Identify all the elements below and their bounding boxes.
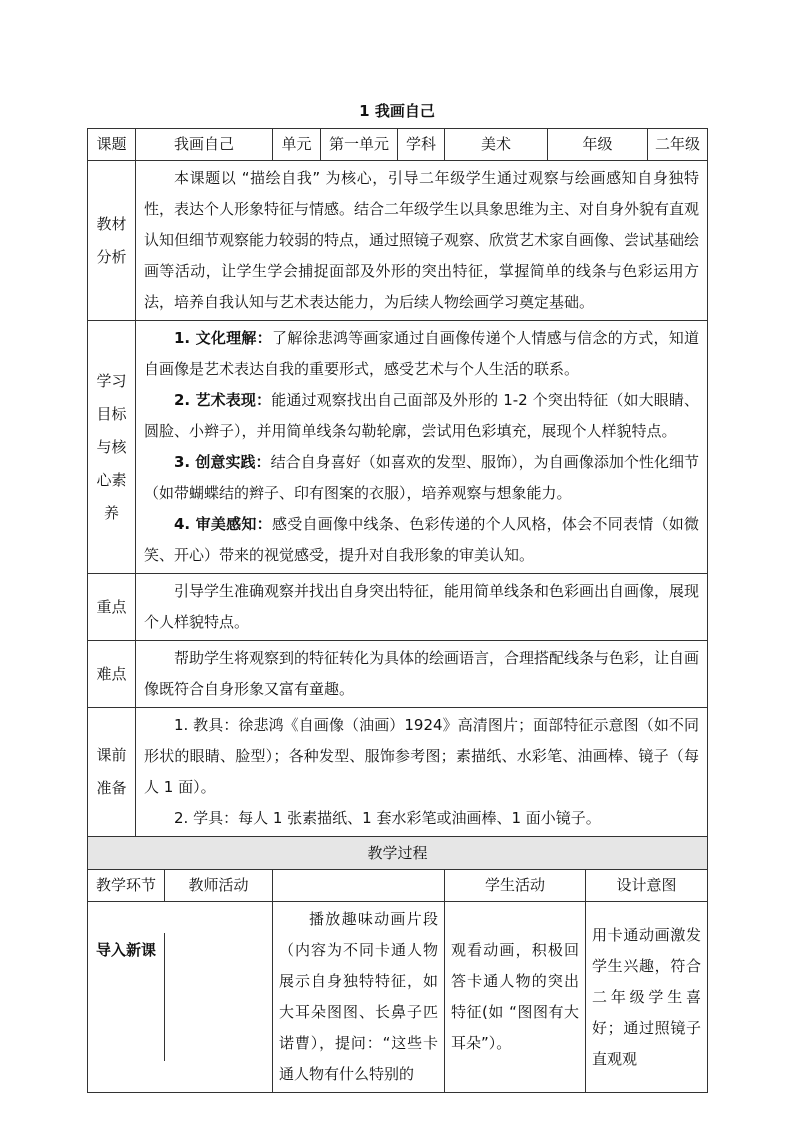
- process-header: 教学过程: [88, 837, 708, 870]
- goals-label: 学习目标与核心素养: [88, 321, 136, 574]
- process-stage-teacher: [88, 902, 273, 1093]
- column-student-label: 学生活动: [445, 870, 586, 902]
- goal-title: 4. 审美感知：: [174, 515, 272, 533]
- goal-item: [144, 509, 699, 571]
- key-points-text: 引导学生准确观察并找出自身突出特征，能用简单线条和色彩画出自画像，展现个人样貌特点。: [144, 582, 700, 631]
- analysis-row: [88, 161, 708, 321]
- preparation-teacher: 1. 教具：徐悲鸿《自画像（油画）1924》高清图片；面部特征示意图（如不同形状的眼睛、脸型）；各种发型、服饰参考图；素描纸、水彩笔、油画棒、镜子（每人 1 面）。: [144, 716, 700, 796]
- subject-label: 学科: [398, 129, 445, 161]
- process-intent-text: 用卡通动画激发学生兴趣，符合二年级学生喜好；通过照镜子直观观: [592, 925, 702, 1068]
- goal-item: [144, 385, 699, 447]
- column-intent-label: 设计意图: [586, 870, 708, 902]
- preparation-student: 2. 学具：每人 1 张素描纸、1 套水彩笔或油画棒、1 面小镜子。: [174, 809, 601, 827]
- process-columns-row: [88, 870, 708, 902]
- column-stage: [88, 870, 273, 902]
- analysis-label: 教材分析: [88, 161, 136, 321]
- goal-text: 了解徐悲鸿等画家通过自画像传递个人情感与信念的方式，知道自画像是艺术表达自我的重要形式，感受艺术与个人生活的联系。: [144, 329, 700, 378]
- difficulties-text: 帮助学生将观察到的特征转化为具体的绘画语言，合理搭配线条与色彩，让自画像既符合自身形象又富有童趣。: [144, 649, 700, 698]
- goal-title: 2. 艺术表现：: [174, 391, 272, 409]
- info-row: [88, 129, 708, 161]
- goal-title: 3. 创意实践：: [174, 453, 271, 471]
- analysis-text-cell: [136, 161, 708, 321]
- goal-text: 能通过观察找出自己面部及外形的 1-2 个突出特征（如大眼睛、圆脸、小辫子），并用简单线条勾勒轮廓，尝试用色彩填充，展现个人样貌特点。: [144, 391, 700, 440]
- grade-value: 二年级: [648, 129, 708, 161]
- process-teacher-text: 播放趣味动画片段（内容为不同卡通人物展示自身独特特征，如大耳朵图图、长鼻子匹诺曹），提问：“这些卡通人物有什么特别的: [279, 910, 438, 1083]
- goal-title: 1. 文化理解：: [174, 329, 272, 347]
- unit-label: 单元: [273, 129, 321, 161]
- goals-row: [88, 321, 708, 574]
- preparation-label: 课前准备: [88, 708, 136, 837]
- key-points-cell: [136, 574, 708, 641]
- analysis-text: 本课题以 “描绘自我” 为核心，引导二年级学生通过观察与绘画感知自身独特性，表达个人形象特征与情感。结合二年级学生以具象思维为主、对自身外貌有直观认知但细节观察能力较弱的特点，通过照镜子观察、欣赏艺术家自画像、尝试基础绘画等活动，让学生学会捕捉面部及外形的突出特征，掌握简单的线条与色彩运用方法，培养自我认知与艺术表达能力，为后续人物绘画学习奠定基础。: [144, 169, 700, 311]
- goals-cell: [136, 321, 708, 574]
- difficulties-cell: [136, 641, 708, 708]
- topic-label: 课题: [88, 129, 136, 161]
- key-points-row: [88, 574, 708, 641]
- key-points-label: 重点: [88, 574, 136, 641]
- process-student-text: 观看动画，积极回答卡通人物的突出特征(如 “图图有大耳朵”）。: [451, 941, 580, 1052]
- topic-value: 我画自己: [136, 129, 273, 161]
- column-stage-label: 教学环节: [95, 876, 156, 894]
- lesson-plan-table: [87, 128, 708, 1093]
- process-student: [445, 902, 586, 1093]
- page-title: 1 我画自己: [359, 102, 435, 120]
- process-stage: 导入新课: [95, 941, 156, 959]
- difficulties-row: [88, 641, 708, 708]
- process-teacher: [273, 902, 445, 1093]
- goal-text: 结合自身喜好（如喜欢的发型、服饰），为自画像添加个性化细节（如带蝴蝶结的辫子、印有图案的衣服），培养观察与想象能力。: [144, 453, 700, 502]
- goal-item: [144, 447, 699, 509]
- process-intent: [586, 902, 708, 1093]
- column-teacher-label: 教师活动: [164, 870, 272, 901]
- process-row: [88, 902, 708, 1093]
- preparation-cell: [136, 708, 708, 837]
- difficulties-label: 难点: [88, 641, 136, 708]
- preparation-row: [88, 708, 708, 837]
- subject-value: 美术: [445, 129, 548, 161]
- unit-value: 第一单元: [321, 129, 398, 161]
- process-header-row: [88, 837, 708, 870]
- goal-text: 感受自画像中线条、色彩传递的个人风格，体会不同表情（如微笑、开心）带来的视觉感受，提升对自我形象的审美认知。: [144, 515, 700, 564]
- column-teacher-spacer: [273, 870, 445, 902]
- grade-label: 年级: [548, 129, 648, 161]
- goal-item: [144, 323, 699, 385]
